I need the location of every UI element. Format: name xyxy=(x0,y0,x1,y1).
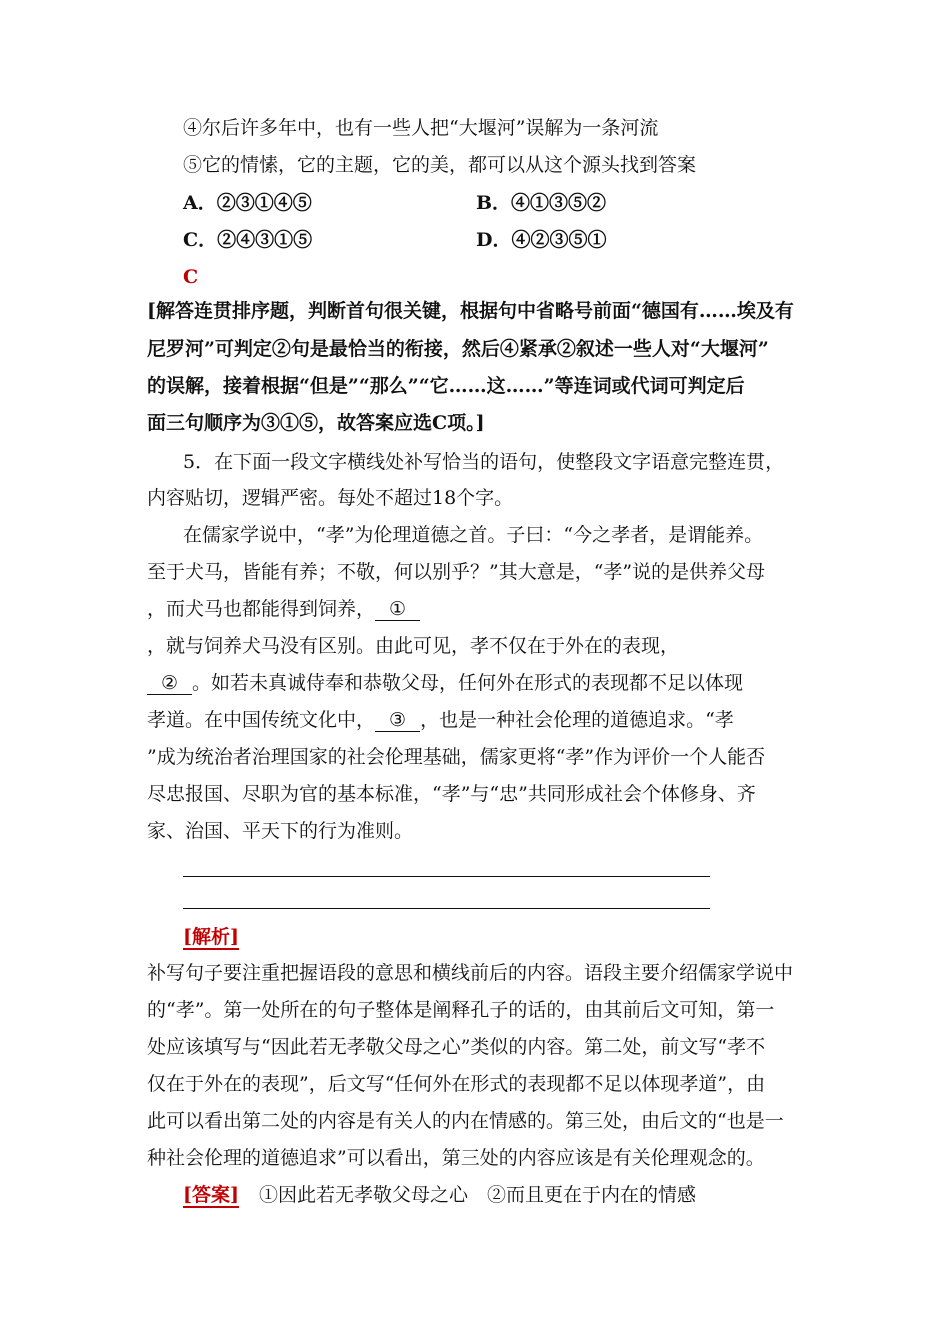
analysis-tag-line xyxy=(183,924,239,950)
q5-stem-line-2: 内容贴切，逻辑严密。每处不超过18个字。 xyxy=(147,487,514,509)
passage-text: ，而犬马也都能得到饲养， xyxy=(147,598,376,620)
analysis-line-3: 处应该填写与“因此若无孝敬父母之心”类似的内容。第二处，前文写“孝不 xyxy=(147,1036,766,1058)
passage-line-6 xyxy=(147,707,734,733)
passage-line-4: ，就与饲养犬马没有区别。由此可见，孝不仅在于外在的表现， xyxy=(147,635,680,657)
passage-text: ，也是一种社会伦理的道德追求。“孝 xyxy=(420,709,734,731)
analysis-line-6: 种社会伦理的道德追求”可以看出，第三处的内容应该是有关伦理观念的。 xyxy=(147,1147,765,1169)
explanation-line-3: 的误解，接着根据“但是”“那么”“它……这……”等连词或代词可判定后 xyxy=(147,375,745,397)
option-d: D．④②③⑤① xyxy=(476,229,607,251)
analysis-line-1: 补写句子要注重把握语段的意思和横线前后的内容。语段主要介绍儒家学说中 xyxy=(147,962,794,984)
answer-text: ①因此若无孝敬父母之心 ②而且更在于内在的情感 xyxy=(259,1184,697,1206)
option-c: C．②④③①⑤ xyxy=(183,229,313,251)
passage-text: 孝道。在中国传统文化中， xyxy=(147,709,376,731)
answer-rule-2[interactable] xyxy=(183,908,710,909)
passage-line-2: 至于犬马，皆能有养；不敬，何以别乎？”其大意是，“孝”说的是供养父母 xyxy=(147,561,766,583)
q5-stem-line-1: 5．在下面一段文字横线处补写恰当的语句，使整段文字语意完整连贯， xyxy=(183,451,785,473)
blank-2[interactable]: ② xyxy=(147,672,192,695)
analysis-line-5: 此可以看出第二处的内容是有关人的内在情感的。第三处，由后文的“也是一 xyxy=(147,1110,784,1132)
passage-line-5 xyxy=(147,670,743,696)
analysis-tag: [解析] xyxy=(183,926,239,948)
option-b: B．④①③⑤② xyxy=(476,192,607,214)
explanation-line-4: 面三句顺序为③①⑤，故答案应选C项。] xyxy=(147,412,485,434)
passage-line-9: 家、治国、平天下的行为准则。 xyxy=(147,820,414,842)
explanation-line-1: [解答连贯排序题，判断首句很关键，根据句中省略号前面“德国有……埃及有 xyxy=(147,300,794,322)
analysis-line-2: 的“孝”。第一处所在的句子整体是阐释孔子的话的，由其前后文可知，第一 xyxy=(147,999,775,1021)
answer-letter: C xyxy=(183,266,199,288)
item-4: ④尔后许多年中，也有一些人把“大堰河”误解为一条河流 xyxy=(183,117,659,139)
final-answer-line xyxy=(183,1182,696,1208)
answer-tag: [答案] xyxy=(183,1184,239,1206)
passage-line-1: 在儒家学说中，“孝”为伦理道德之首。子曰：“今之孝者，是谓能养。 xyxy=(183,524,764,546)
passage-line-8: 尽忠报国、尽职为官的基本标准，“孝”与“忠”共同形成社会个体修身、齐 xyxy=(147,783,756,805)
passage-line-7: ”成为统治者治理国家的社会伦理基础，儒家更将“孝”作为评价一个人能否 xyxy=(147,746,766,768)
explanation-line-2: 尼罗河”可判定②句是最恰当的衔接，然后④紧承②叙述一些人对“大堰河” xyxy=(147,338,769,360)
passage-text: 。如若未真诚侍奉和恭敬父母，任何外在形式的表现都不足以体现 xyxy=(192,672,744,694)
option-a: A．②③①④⑤ xyxy=(183,192,312,214)
blank-3[interactable]: ③ xyxy=(375,709,420,732)
answer-rule-1[interactable] xyxy=(183,876,710,877)
analysis-line-4: 仅在于外在的表现”，后文写“任何外在形式的表现都不足以体现孝道”，由 xyxy=(147,1073,766,1095)
passage-line-3 xyxy=(147,596,420,622)
item-5: ⑤它的情愫，它的主题，它的美，都可以从这个源头找到答案 xyxy=(183,154,697,176)
blank-1[interactable]: ① xyxy=(375,598,420,621)
